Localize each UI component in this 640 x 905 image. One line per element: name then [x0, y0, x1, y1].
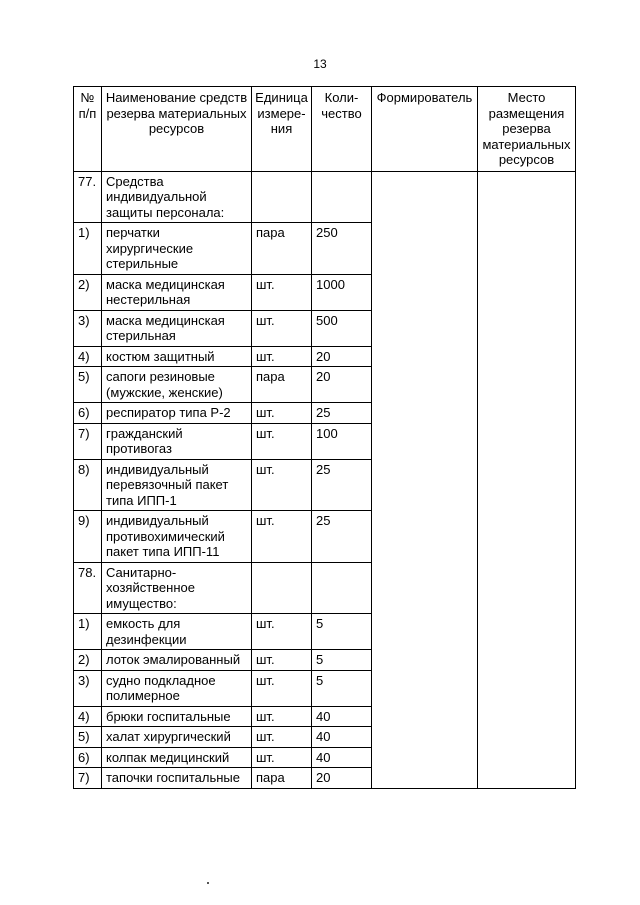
cell-unit: шт.: [252, 614, 312, 650]
reserve-table: [73, 86, 576, 789]
cell-place: [478, 423, 576, 459]
cell-qty: [312, 562, 372, 614]
cell-former: [372, 223, 478, 275]
cell-name: перчатки хирургические стерильные: [102, 223, 252, 275]
cell-place: [478, 768, 576, 789]
cell-qty: 40: [312, 706, 372, 727]
cell-place: [478, 223, 576, 275]
cell-name: судно подкладное полимерное: [102, 670, 252, 706]
cell-name: тапочки госпитальные: [102, 768, 252, 789]
table-row: [74, 423, 576, 459]
cell-unit: шт.: [252, 274, 312, 310]
cell-place: [478, 670, 576, 706]
cell-num: 7): [74, 768, 102, 789]
table-row: [74, 562, 576, 614]
cell-qty: 25: [312, 403, 372, 424]
cell-place: [478, 511, 576, 563]
cell-unit: шт.: [252, 310, 312, 346]
cell-num: 7): [74, 423, 102, 459]
header-qty: Коли-чество: [312, 87, 372, 172]
cell-qty: 250: [312, 223, 372, 275]
cell-former: [372, 346, 478, 367]
cell-place: [478, 747, 576, 768]
cell-place: [478, 650, 576, 671]
cell-num: 8): [74, 459, 102, 511]
cell-unit: [252, 562, 312, 614]
cell-unit: [252, 171, 312, 223]
cell-name: индивидуальный перевязочный пакет типа ИПП-1: [102, 459, 252, 511]
table-row: [74, 511, 576, 563]
cell-qty: 40: [312, 727, 372, 748]
cell-place: [478, 367, 576, 403]
cell-former: [372, 562, 478, 614]
cell-place: [478, 171, 576, 223]
cell-place: [478, 274, 576, 310]
table-row: [74, 768, 576, 789]
cell-former: [372, 614, 478, 650]
cell-unit: шт.: [252, 727, 312, 748]
cell-num: 1): [74, 223, 102, 275]
header-place: Место размещения резерва материальных ресурсов: [478, 87, 576, 172]
table-row: [74, 670, 576, 706]
cell-place: [478, 706, 576, 727]
cell-unit: шт.: [252, 650, 312, 671]
table-row: [74, 367, 576, 403]
cell-qty: 20: [312, 768, 372, 789]
table-header-row: [74, 87, 576, 172]
cell-place: [478, 727, 576, 748]
cell-former: [372, 768, 478, 789]
header-former: Формирователь: [372, 87, 478, 172]
cell-qty: 25: [312, 459, 372, 511]
cell-name: колпак медицинский: [102, 747, 252, 768]
cell-qty: 5: [312, 614, 372, 650]
cell-name: маска медицинская нестерильная: [102, 274, 252, 310]
cell-unit: шт.: [252, 346, 312, 367]
cell-former: [372, 367, 478, 403]
cell-unit: шт.: [252, 459, 312, 511]
header-num: № п/п: [74, 87, 102, 172]
table-row: [74, 274, 576, 310]
cell-former: [372, 511, 478, 563]
cell-name: маска медицинская стерильная: [102, 310, 252, 346]
cell-num: 1): [74, 614, 102, 650]
cell-qty: 40: [312, 747, 372, 768]
cell-num: 78.: [74, 562, 102, 614]
cell-former: [372, 727, 478, 748]
cell-name: сапоги резиновые (мужские, женские): [102, 367, 252, 403]
cell-former: [372, 403, 478, 424]
cell-name: лоток эмалированный: [102, 650, 252, 671]
cell-name: емкость для дезинфекции: [102, 614, 252, 650]
cell-num: 3): [74, 670, 102, 706]
cell-unit: шт.: [252, 670, 312, 706]
cell-former: [372, 706, 478, 727]
cell-num: 2): [74, 650, 102, 671]
cell-num: 4): [74, 346, 102, 367]
cell-qty: 20: [312, 367, 372, 403]
cell-place: [478, 562, 576, 614]
cell-name: костюм защитный: [102, 346, 252, 367]
cell-num: 2): [74, 274, 102, 310]
cell-former: [372, 670, 478, 706]
cell-name: Средства индивидуальной защиты персонала:: [102, 171, 252, 223]
cell-former: [372, 650, 478, 671]
cell-place: [478, 310, 576, 346]
cell-former: [372, 459, 478, 511]
cell-qty: 25: [312, 511, 372, 563]
table-row: [74, 171, 576, 223]
scan-speck: [207, 882, 209, 884]
cell-unit: шт.: [252, 511, 312, 563]
cell-qty: 100: [312, 423, 372, 459]
header-unit: Единица измере-ния: [252, 87, 312, 172]
cell-qty: 1000: [312, 274, 372, 310]
table-row: [74, 310, 576, 346]
header-name: Наименование средств резерва материальных ресурсов: [102, 87, 252, 172]
cell-name: халат хирургический: [102, 727, 252, 748]
cell-name: брюки госпитальные: [102, 706, 252, 727]
cell-former: [372, 274, 478, 310]
table-row: [74, 727, 576, 748]
cell-num: 77.: [74, 171, 102, 223]
table-row: [74, 346, 576, 367]
cell-place: [478, 403, 576, 424]
cell-unit: пара: [252, 768, 312, 789]
cell-qty: 20: [312, 346, 372, 367]
cell-unit: шт.: [252, 747, 312, 768]
table-row: [74, 650, 576, 671]
cell-unit: пара: [252, 223, 312, 275]
table-row: [74, 747, 576, 768]
cell-place: [478, 614, 576, 650]
cell-num: 9): [74, 511, 102, 563]
page-number: 13: [313, 57, 327, 71]
cell-name: респиратор типа Р-2: [102, 403, 252, 424]
cell-place: [478, 459, 576, 511]
cell-place: [478, 346, 576, 367]
cell-former: [372, 171, 478, 223]
cell-former: [372, 423, 478, 459]
cell-qty: 500: [312, 310, 372, 346]
cell-qty: [312, 171, 372, 223]
cell-unit: шт.: [252, 423, 312, 459]
cell-former: [372, 310, 478, 346]
cell-unit: пара: [252, 367, 312, 403]
table-row: [74, 459, 576, 511]
table-row: [74, 223, 576, 275]
cell-qty: 5: [312, 650, 372, 671]
cell-num: 6): [74, 403, 102, 424]
cell-unit: шт.: [252, 403, 312, 424]
cell-num: 5): [74, 727, 102, 748]
cell-name: индивидуальный противохимический пакет типа ИПП-11: [102, 511, 252, 563]
cell-num: 5): [74, 367, 102, 403]
cell-former: [372, 747, 478, 768]
cell-name: Санитарно-хозяйственное имущество:: [102, 562, 252, 614]
cell-qty: 5: [312, 670, 372, 706]
cell-num: 6): [74, 747, 102, 768]
cell-name: гражданский противогаз: [102, 423, 252, 459]
cell-num: 4): [74, 706, 102, 727]
cell-num: 3): [74, 310, 102, 346]
cell-unit: шт.: [252, 706, 312, 727]
table-row: [74, 706, 576, 727]
table-row: [74, 403, 576, 424]
table-row: [74, 614, 576, 650]
